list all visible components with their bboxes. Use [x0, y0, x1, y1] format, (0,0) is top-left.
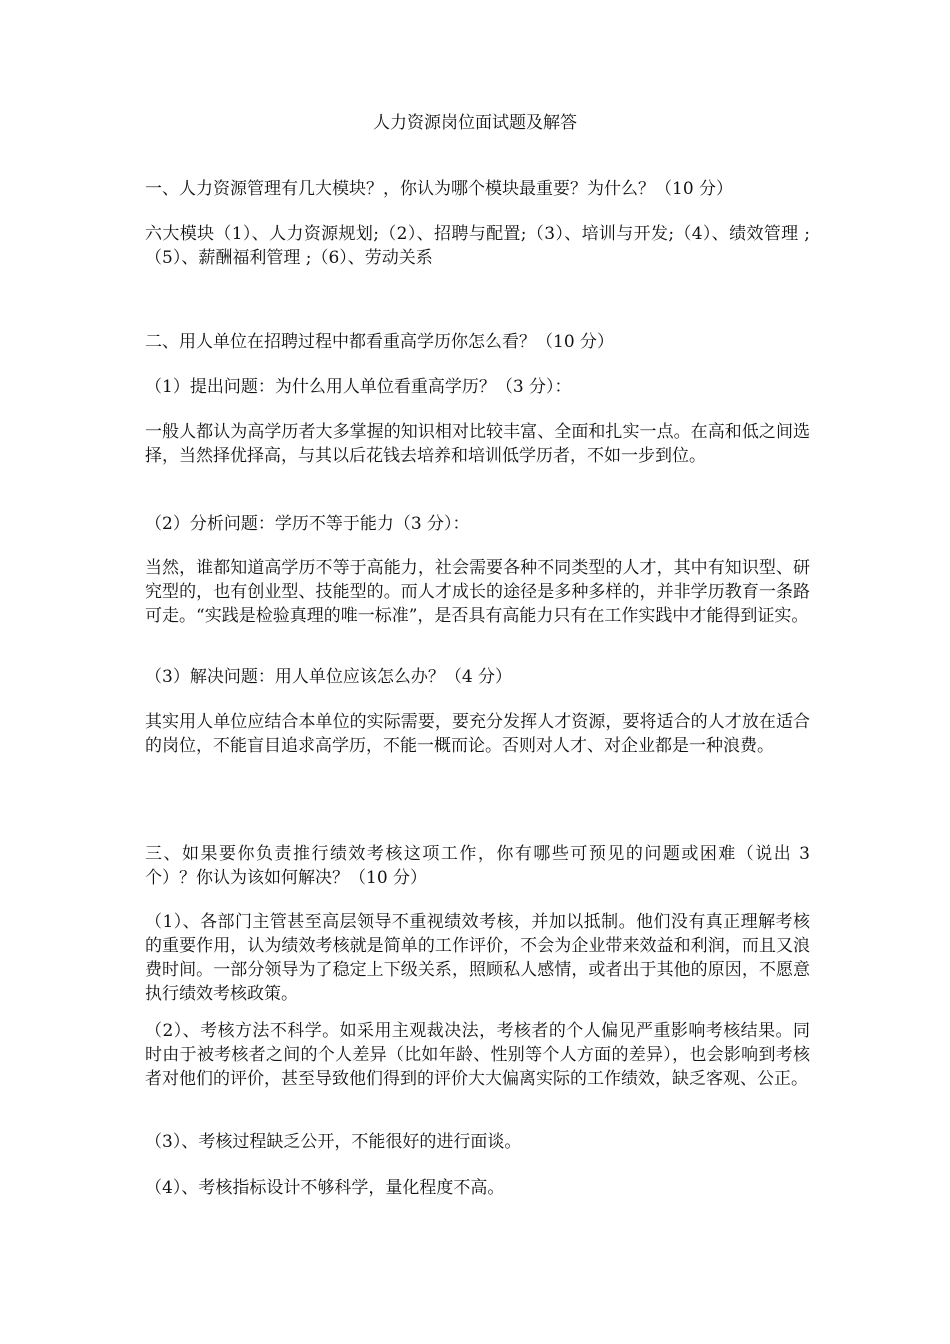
answer-2-part-1-heading: （1）提出问题：为什么用人单位看重高学历？（3 分）：: [145, 377, 572, 397]
answer-3-item-2: （2）、考核方法不科学。如采用主观裁决法，考核者的个人偏见严重影响考核结果。同时由于被考核者之间的个人差异（比如年龄、性别等个人方面的差异），也会影响到考核者对他们的评价，甚至导致他们得到的评价大大偏离实际的工作绩效，缺乏客观、公正。: [145, 1021, 810, 1089]
answer-2-part-2-heading: （2）分析问题：学历不等于能力（3 分）：: [145, 514, 470, 534]
answer-2-part-3-heading: （3）解决问题：用人单位应该怎么办？（4 分）: [145, 667, 513, 687]
answer-3-item-1: （1）、各部门主管甚至高层领导不重视绩效考核，并加以抵制。他们没有真正理解考核的重要作用，认为绩效考核就是简单的工作评价，不会为企业带来效益和利润，而且又浪费时间。一部分领导为了稳定上下级关系，照顾私人感情，或者出于其他的原因，不愿意执行绩效考核政策。: [145, 912, 810, 1004]
answer-2-part-3-text: 其实用人单位应结合本单位的实际需要，要充分发挥人才资源，要将适合的人才放在适合的岗位，不能盲目追求高学历，不能一概而论。否则对人才、对企业都是一种浪费。: [145, 712, 810, 756]
answer-3-item-3: （3）、考核过程缺乏公开，不能很好的进行面谈。: [145, 1132, 522, 1152]
answer-1-text: 六大模块（1）、人力资源规划;（2）、招聘与配置;（3）、培训与开发;（4）、绩效管理 ;（5）、薪酬福利管理 ;（6）、劳动关系: [145, 224, 810, 268]
question-2-heading: 二、用人单位在招聘过程中都看重高学历你怎么看？（10 分）: [145, 332, 615, 352]
answer-2-part-1-text: 一般人都认为高学历者大多掌握的知识相对比较丰富、全面和扎实一点。在高和低之间选择，当然择优择高，与其以后花钱去培养和培训低学历者，不如一步到位。: [145, 422, 810, 466]
answer-2-part-2-text: 当然，谁都知道高学历不等于高能力，社会需要各种不同类型的人才，其中有知识型、研究型的，也有创业型、技能型的。而人才成长的途径是多种多样的，并非学历教育一条路可走。“实践是检验真理的唯一标准”，是否具有高能力只有在工作实践中才能得到证实。: [145, 558, 810, 626]
question-3-heading: 三、如果要你负责推行绩效考核这项工作，你有哪些可预见的问题或困难（说出 3 个）？你认为该如何解决？（10 分）: [145, 844, 810, 888]
question-1-heading: 一、人力资源管理有几大模块？，你认为哪个模块最重要？为什么？（10 分）: [145, 179, 734, 199]
document-title: 人力资源岗位面试题及解答: [373, 113, 577, 133]
answer-3-item-4: （4）、考核指标设计不够科学，量化程度不高。: [145, 1178, 505, 1198]
